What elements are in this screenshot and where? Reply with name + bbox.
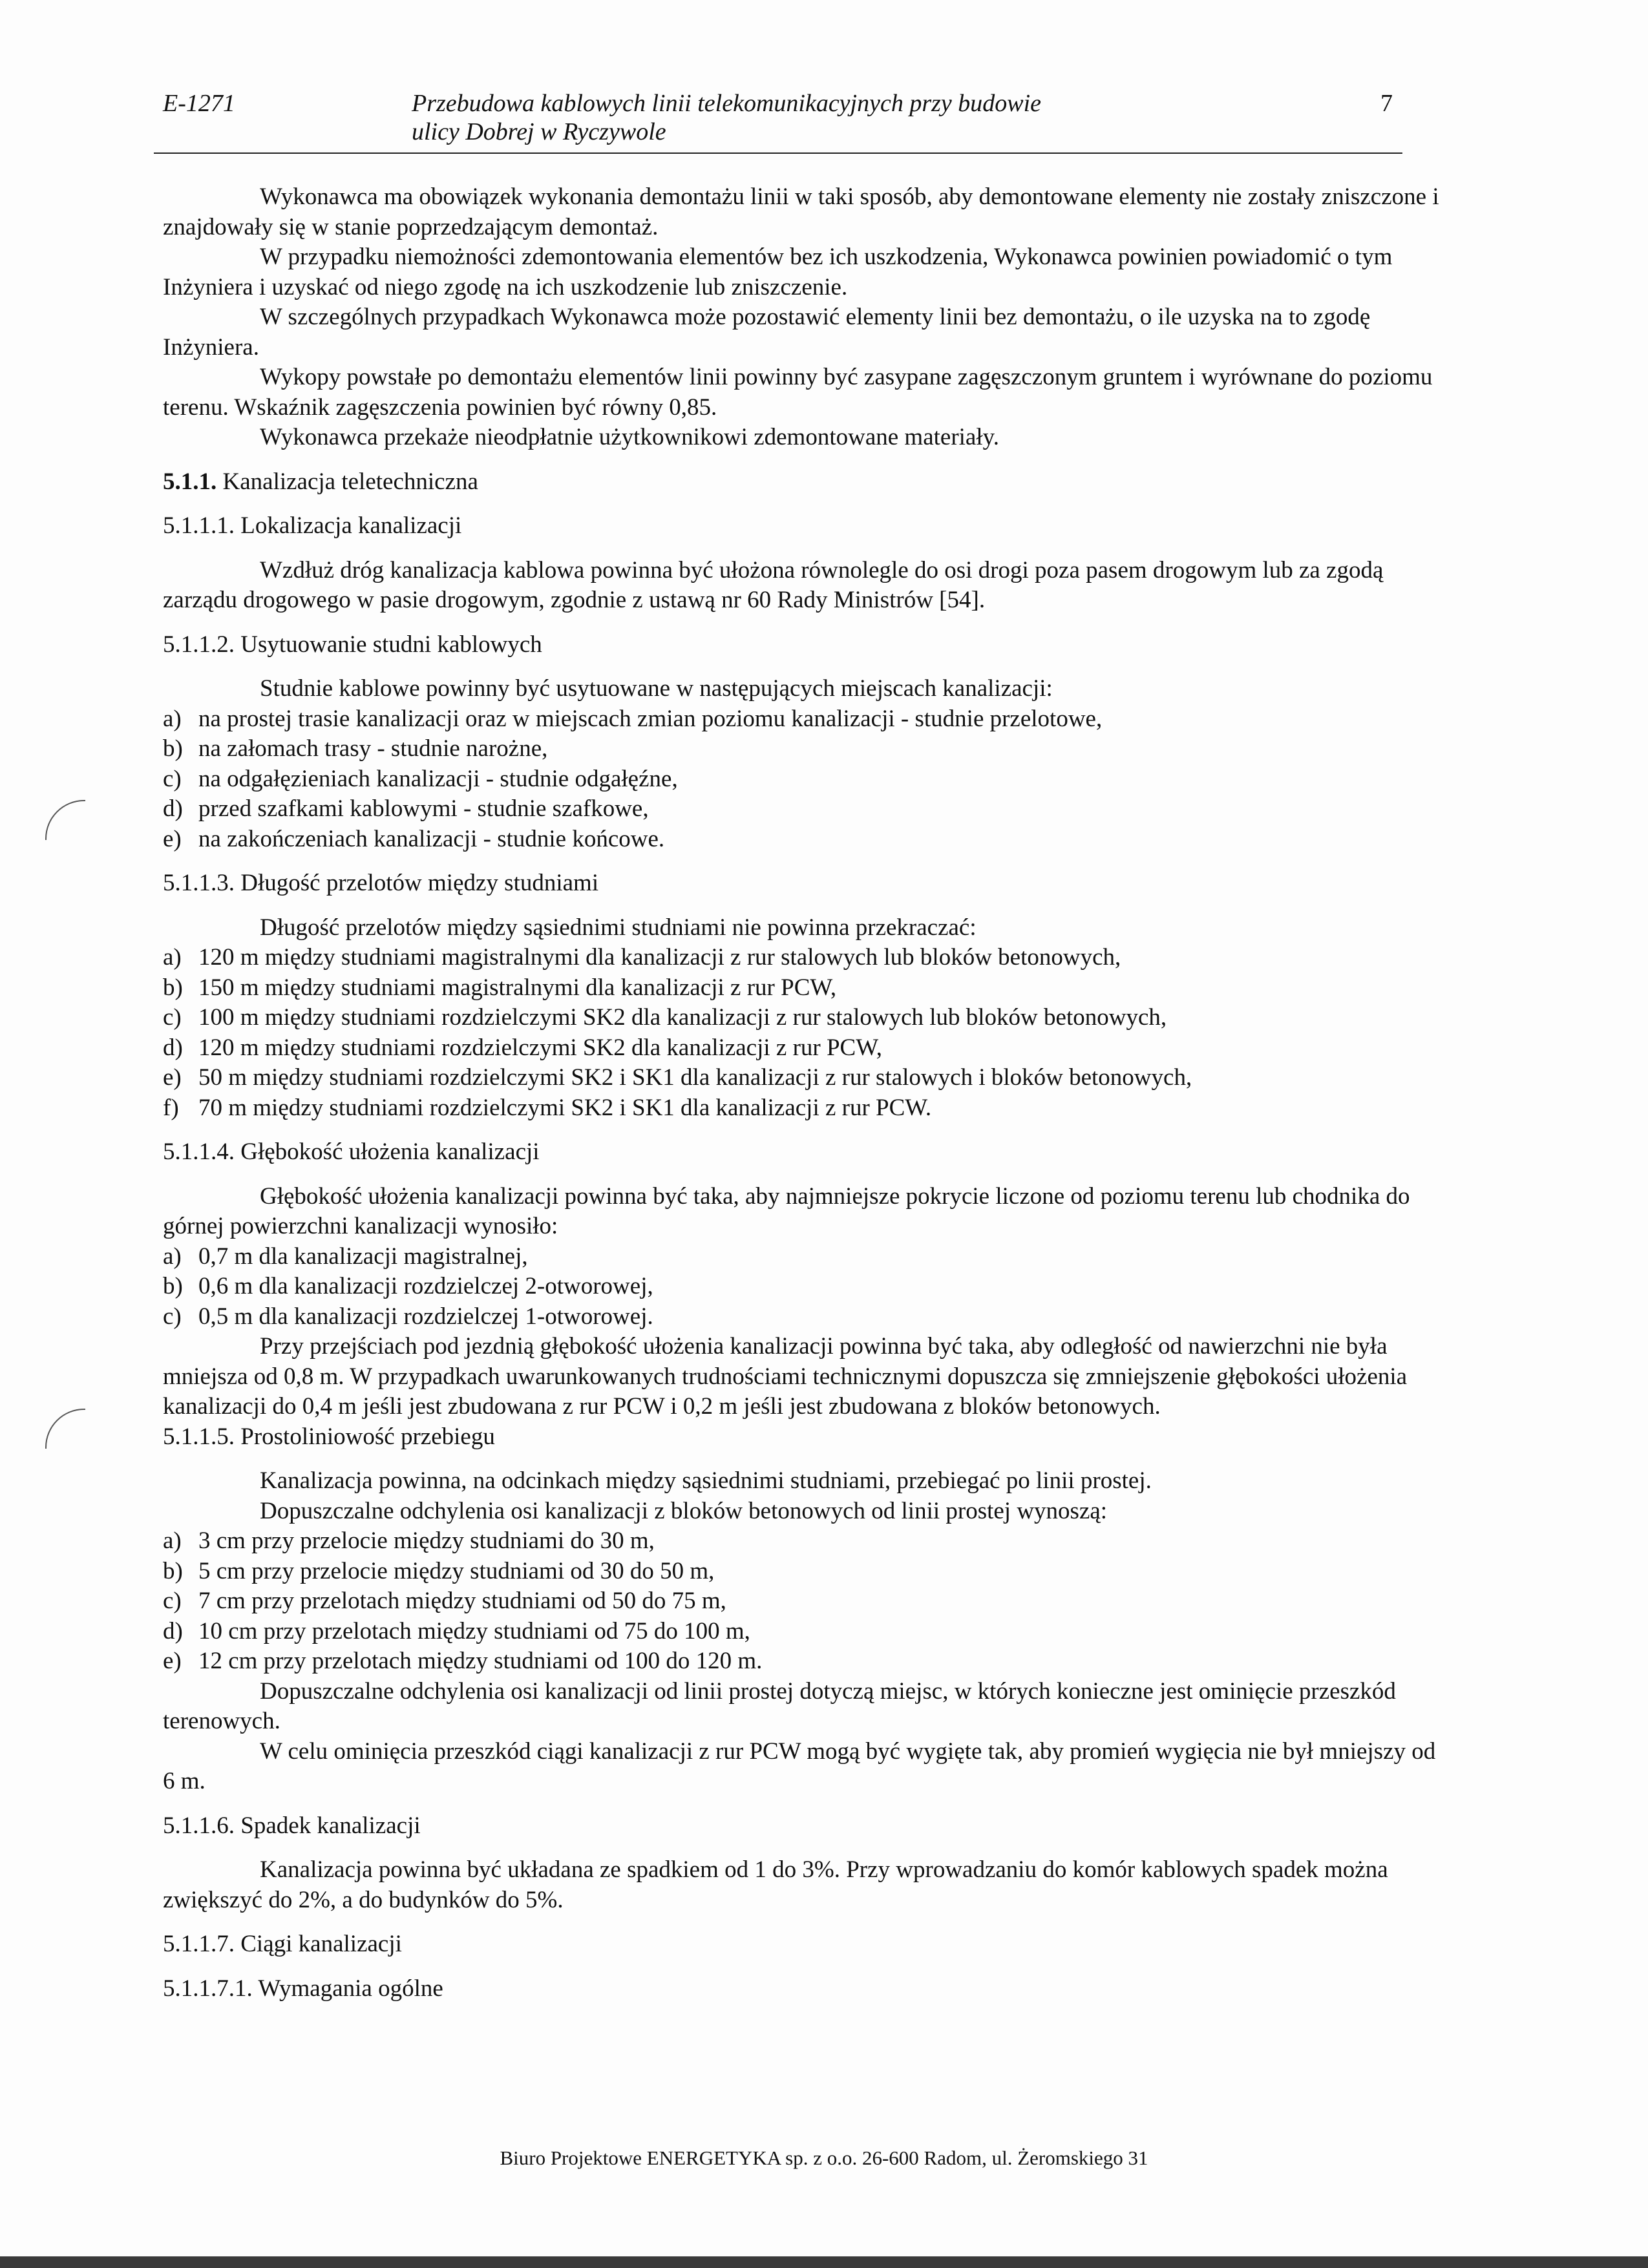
section-number: 5.1.1. bbox=[163, 468, 217, 495]
section-5-1-1-5-intro: Dopuszczalne odchylenia osi kanalizacji z bloków betonowych od linii prostej wynoszą: bbox=[260, 1497, 1108, 1524]
document-code: E-1271 bbox=[163, 90, 235, 117]
section-5-1-1-6-heading: 5.1.1.6. Spadek kanalizacji bbox=[163, 1812, 421, 1839]
list-item: e) na zakończeniach kanalizacji - studnie końcowe. bbox=[163, 825, 665, 852]
list-item: b) 5 cm przy przelocie między studniami od 30 do 50 m, bbox=[163, 1557, 715, 1584]
list-item: c) 100 m między studniami rozdzielczymi SK2 dla kanalizacji z rur stalowych lub bloków betonowych, bbox=[163, 1004, 1167, 1031]
list-item: b) 150 m między studniami magistralnymi dla kanalizacji z rur PCW, bbox=[163, 974, 837, 1001]
section-5-1-1-5-text-2: Dopuszczalne odchylenia osi kanalizacji od linii prostej dotyczą miejsc, w których konieczne jest ominięcie przeszkód terenowych. bbox=[163, 1677, 1396, 1734]
list-item: e) 12 cm przy przelotach między studniami od 100 do 120 m. bbox=[163, 1648, 763, 1674]
list-item: f) 70 m między studniami rozdzielczymi SK2 i SK1 dla kanalizacji z rur PCW. bbox=[163, 1094, 932, 1121]
scan-edge bbox=[0, 2256, 1648, 2268]
section-5-1-1-1-text: Wzdłuż dróg kanalizacja kablowa powinna być ułożona równolegle do osi drogi poza pasem drogowym lub za zgodą zarządu drogowego w pasie drogowym, zgodnie z ustawą nr 60 Rady Ministrów [54]. bbox=[163, 556, 1384, 613]
document-title bbox=[412, 89, 1187, 146]
section-5-1-1-4-text: Przy przejściach pod jezdnią głębokość ułożenia kanalizacji powinna być taka, aby odległość od nawierzchni nie była mniejsza od 0,8 m. W przypadkach uwarunkowanych trudnościami technicznymi dopuszcza się zmniejszenie głębokości ułożenia kanalizacji do 0,4 m jeśli jest zbudowana z rur PCW i 0,2 m jeśli jest zbudowana z bloków betonowych. bbox=[163, 1333, 1408, 1420]
list-item: d) przed szafkami kablowymi - studnie szafkowe, bbox=[163, 795, 649, 822]
section-5-1-1-6-text: Kanalizacja powinna być układana ze spadkiem od 1 do 3%. Przy wprowadzaniu do komór kablowych spadek można zwiększyć do 2%, a do budynków do 5%. bbox=[163, 1856, 1388, 1913]
list-item: c) na odgałęzieniach kanalizacji - studnie odgałęźne, bbox=[163, 765, 678, 792]
intro-paragraph-2: W przypadku niemożności zdemontowania elementów bez ich uszkodzenia, Wykonawca powinien powiadomić o tym Inżyniera i uzyskać od niego zgodę na ich uszkodzenie lub zniszczenie. bbox=[163, 244, 1393, 300]
section-5-1-1-3-heading: 5.1.1.3. Długość przelotów między studniami bbox=[163, 870, 599, 896]
section-5-1-1-2-heading: 5.1.1.2. Usytuowanie studni kablowych bbox=[163, 631, 542, 658]
section-5-1-1-7-heading: 5.1.1.7. Ciągi kanalizacji bbox=[163, 1931, 402, 1957]
page-number: 7 bbox=[1380, 90, 1393, 117]
list-item: b) 0,6 m dla kanalizacji rozdzielczej 2-otworowej, bbox=[163, 1273, 653, 1299]
section-title: Kanalizacja teletechniczna bbox=[217, 468, 478, 495]
list-item: c) 7 cm przy przelotach między studniami od 50 do 75 m, bbox=[163, 1588, 726, 1614]
list-item: a) 3 cm przy przelocie między studniami do 30 m, bbox=[163, 1528, 655, 1554]
section-5-1-1-4-intro: Głębokość ułożenia kanalizacji powinna być taka, aby najmniejsze pokrycie liczone od poziomu terenu lub chodnika do górnej powierzchni kanalizacji wynosiło: bbox=[163, 1182, 1410, 1239]
section-5-1-1-3-intro: Długość przelotów między sąsiednimi studniami nie powinna przekraczać: bbox=[260, 914, 977, 941]
intro-paragraph-4: Wykopy powstałe po demontażu elementów linii powinny być zasypane zagęszczonym gruntem i wyrównane do poziomu terenu. Wskaźnik zagęszczenia powinien być równy 0,85. bbox=[163, 364, 1433, 421]
list-item: a) 120 m między studniami magistralnymi dla kanalizacji z rur stalowych lub bloków betonowych, bbox=[163, 944, 1121, 971]
section-5-1-1-5-text-3: W celu ominięcia przeszkód ciągi kanalizacji z rur PCW mogą być wygięte tak, aby promień wygięcia nie był mniejszy od 6 m. bbox=[163, 1738, 1436, 1794]
intro-paragraph-5: Wykonawca przekaże nieodpłatnie użytkownikowi zdemontowane materiały. bbox=[260, 424, 999, 450]
section-5-1-1-5-heading: 5.1.1.5. Prostoliniowość przebiegu bbox=[163, 1423, 495, 1450]
list-item: c) 0,5 m dla kanalizacji rozdzielczej 1-otworowej. bbox=[163, 1303, 653, 1330]
intro-paragraph-1: Wykonawca ma obowiązek wykonania demontażu linii w taki sposób, aby demontowane elementy nie zostały zniszczone i znajdowały się w stanie poprzedzającym demontaż. bbox=[163, 184, 1439, 240]
intro-paragraph-3: W szczególnych przypadkach Wykonawca może pozostawić elementy linii bez demontażu, o ile uzyska na to zgodę Inżyniera. bbox=[163, 304, 1371, 361]
punch-hole-mark bbox=[45, 800, 85, 840]
page-content bbox=[163, 182, 1442, 2004]
list-item: d) 10 cm przy przelotach między studniami od 75 do 100 m, bbox=[163, 1617, 750, 1644]
list-item: a) 0,7 m dla kanalizacji magistralnej, bbox=[163, 1243, 528, 1270]
section-5-1-1-7-1-heading: 5.1.1.7.1. Wymagania ogólne bbox=[163, 1975, 443, 2002]
document-title-line-1: Przebudowa kablowych linii telekomunikacyjnych przy budowie bbox=[412, 90, 1042, 117]
header-divider bbox=[154, 152, 1402, 154]
section-5-1-1-heading bbox=[163, 467, 1442, 498]
punch-hole-mark bbox=[45, 1409, 85, 1449]
section-5-1-1-4-heading: 5.1.1.4. Głębokość ułożenia kanalizacji bbox=[163, 1139, 540, 1165]
list-item: a) na prostej trasie kanalizacji oraz w miejscach zmian poziomu kanalizacji - studnie przelotowe, bbox=[163, 705, 1103, 732]
list-item: d) 120 m między studniami rozdzielczymi SK2 dla kanalizacji z rur PCW, bbox=[163, 1034, 883, 1061]
list-item: b) na załomach trasy - studnie narożne, bbox=[163, 735, 548, 762]
section-5-1-1-2-intro: Studnie kablowe powinny być usytuowane w następujących miejscach kanalizacji: bbox=[260, 675, 1053, 702]
document-title-line-2: ulicy Dobrej w Ryczywole bbox=[412, 118, 666, 145]
list-item: e) 50 m między studniami rozdzielczymi SK2 i SK1 dla kanalizacji z rur stalowych i bloków betonowych, bbox=[163, 1064, 1192, 1091]
section-5-1-1-1-heading: 5.1.1.1. Lokalizacja kanalizacji bbox=[163, 512, 462, 539]
page-footer: Biuro Projektowe ENERGETYKA sp. z o.o. 26-600 Radom, ul. Żeromskiego 31 bbox=[500, 2147, 1148, 2169]
section-5-1-1-5-text-1: Kanalizacja powinna, na odcinkach między sąsiednimi studniami, przebiegać po linii prostej. bbox=[260, 1467, 1152, 1494]
